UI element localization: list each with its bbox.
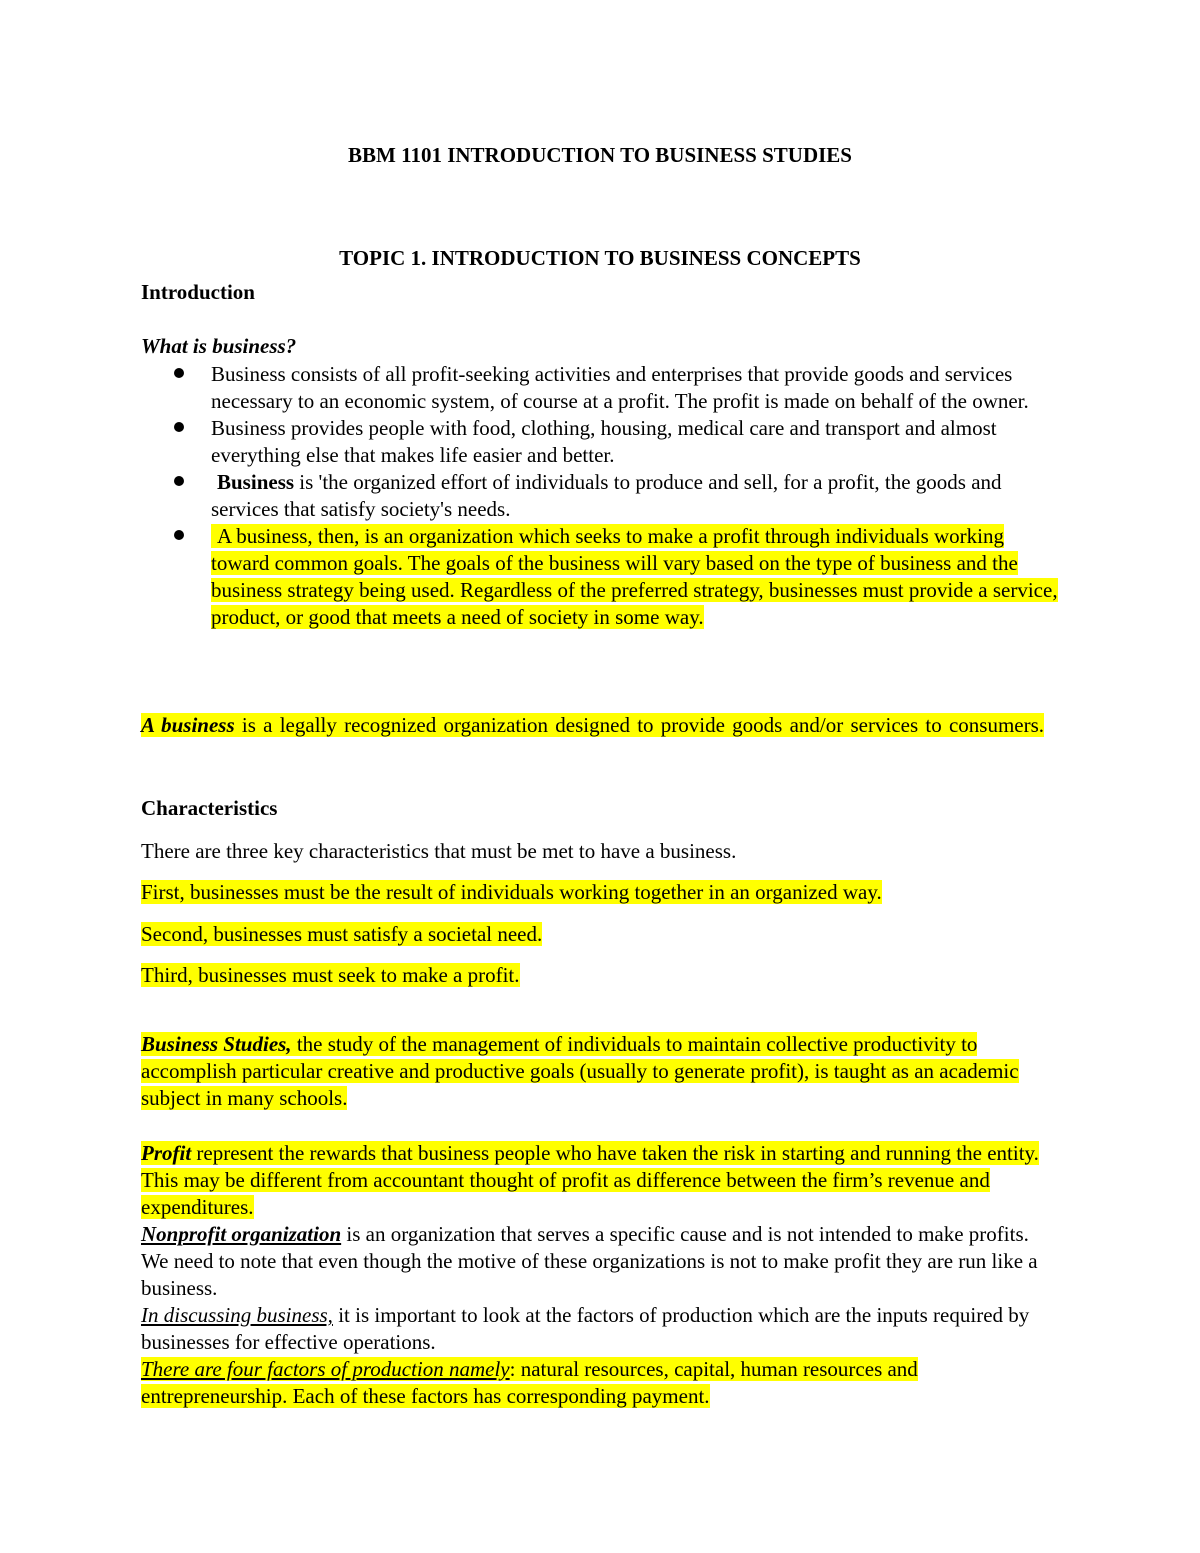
factors-paragraph — [141, 1356, 1059, 1410]
nonprofit-paragraph — [141, 1221, 1059, 1302]
introduction-heading: Introduction — [141, 280, 255, 304]
discussing-text: it is important to look at the factors of production which are the inputs required by businesses for effective operations. — [141, 1303, 1030, 1354]
nonprofit-text: is an organization that serves a specific cause and is not intended to make profits. We need to note that even though the motive of these organizations is not to make profit they are run like a business. — [141, 1222, 1038, 1300]
definition-term: A business — [141, 713, 235, 737]
profit-text: represent the rewards that business people who have taken the risk in starting and running the entity. This may be different from accountant thought of profit as difference between the firm’s revenue and expenditures. — [141, 1141, 1039, 1219]
bullet-lead-term: Business — [217, 470, 295, 494]
discussing-paragraph — [141, 1302, 1059, 1356]
nonprofit-term: Nonprofit organization — [141, 1222, 342, 1246]
profit-term: Profit — [141, 1141, 192, 1165]
characteristic-second: Second, businesses must satisfy a societal need. — [141, 922, 543, 946]
topic-heading: TOPIC 1. INTRODUCTION TO BUSINESS CONCEPTS — [339, 246, 861, 270]
bullet-icon — [174, 368, 184, 378]
bullet-icon — [174, 530, 184, 540]
business-studies-paragraph — [141, 1031, 1059, 1112]
bullet-item — [141, 523, 1061, 631]
business-studies-term: Business Studies, — [141, 1032, 292, 1056]
profit-paragraph — [141, 1140, 1059, 1221]
characteristic-first: First, businesses must be the result of individuals working together in an organized way. — [141, 880, 882, 904]
characteristic-third: Third, businesses must seek to make a profit. — [141, 963, 520, 987]
characteristics-heading: Characteristics — [141, 796, 278, 820]
bullet-icon — [174, 422, 184, 432]
bullet-item — [141, 415, 1061, 469]
document-title: BBM 1101 INTRODUCTION TO BUSINESS STUDIES — [348, 143, 852, 167]
question-heading: What is business? — [141, 334, 297, 358]
discussing-term: In discussing business, — [141, 1303, 333, 1327]
factors-term: There are four factors of production namely — [141, 1357, 510, 1381]
definition-text: is a legally recognized organization designed to provide goods and/or services to consumers. — [234, 713, 1045, 737]
bullet-text-highlighted: A business, then, is an organization which seeks to make a profit through individuals working toward common goals. The goals of the business will vary based on the type of business and the business strategy being used. Regardless of the preferred strategy, businesses must provide a service, product, or good that meets a need of society in some way. — [211, 524, 1058, 629]
business-definition — [141, 712, 1059, 739]
bullet-list — [141, 361, 1061, 631]
characteristics-intro: There are three key characteristics that must be met to have a business. — [141, 839, 737, 863]
bullet-item — [141, 361, 1061, 415]
business-studies-text: the study of the management of individuals to maintain collective productivity to accomplish particular creative and productive goals (usually to generate profit), is taught as an academic subject in many schools. — [141, 1032, 1019, 1110]
bullet-icon — [174, 476, 184, 486]
factors-text: : natural resources, capital, human resources and entrepreneurship. Each of these factors has corresponding payment. — [141, 1357, 918, 1408]
bullet-text: is 'the organized effort of individuals to produce and sell, for a profit, the goods and services that satisfy society's needs. — [211, 470, 1002, 521]
bullet-item — [141, 469, 1061, 523]
bullet-text: Business provides people with food, clothing, housing, medical care and transport and almost everything else that makes life easier and better. — [211, 416, 997, 467]
bullet-text: Business consists of all profit-seeking activities and enterprises that provide goods and services necessary to an economic system, of course at a profit. The profit is made on behalf of the owner. — [211, 362, 1029, 413]
